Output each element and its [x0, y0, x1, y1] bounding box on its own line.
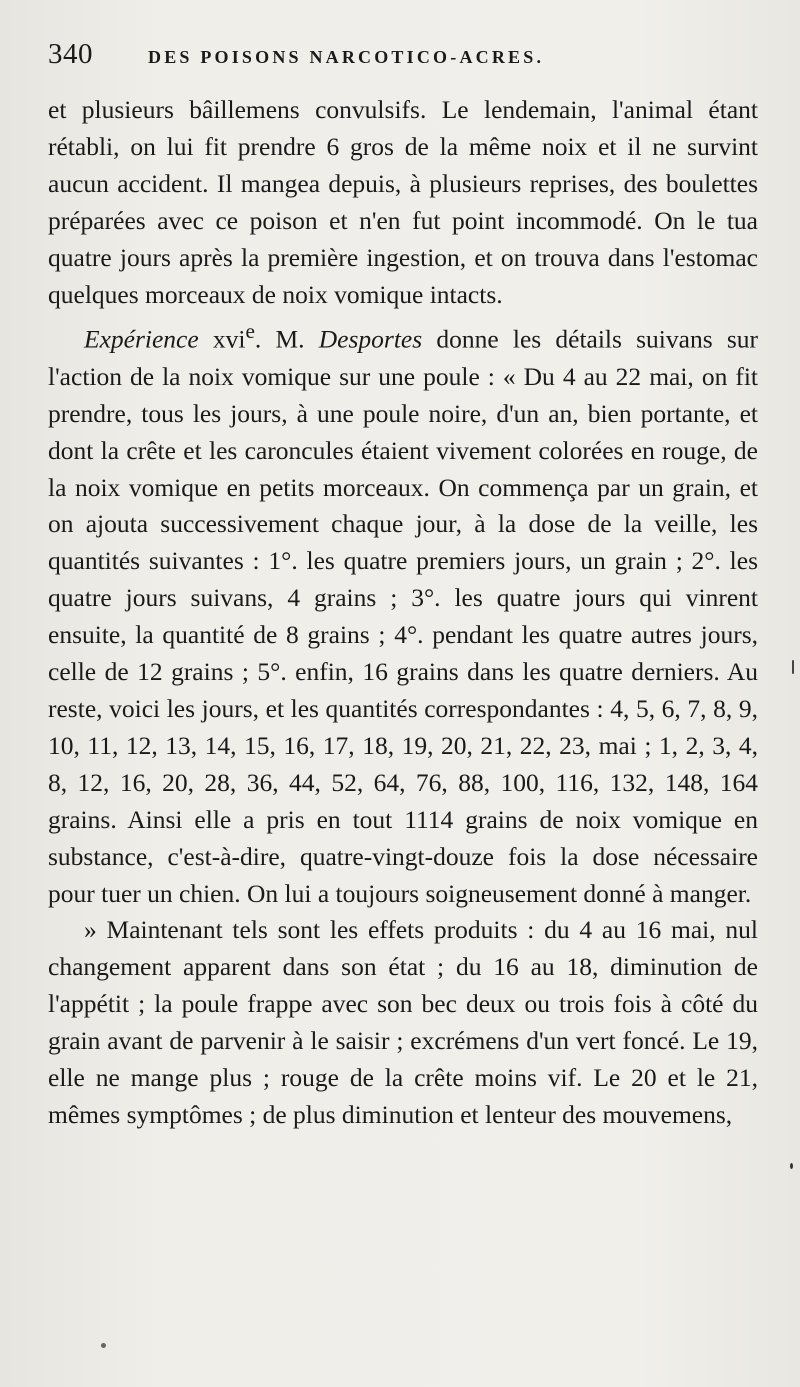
page-number: 340 — [48, 38, 93, 70]
ink-speck — [101, 1343, 106, 1348]
experience-number: xvi — [212, 324, 246, 354]
ink-speck — [790, 1163, 793, 1169]
paragraph-continuation: et plusieurs bâillemens convulsifs. Le lendemain, l'animal étant rétabli, on lui fit prendre 6 gros de la même noix et il ne survint aucun accident. Il mangea depuis, à plusieurs reprises, des boulettes préparées avec ce poison et n'en fut point incommodé. On le tua quatre jours après la première ingestion, et on trouva dans l'estomac quelques morceaux de noix vomique intacts. — [48, 95, 758, 309]
experience-number-suffix: e — [245, 319, 255, 344]
paragraph-experience — [48, 313, 758, 912]
body-text — [48, 92, 758, 1134]
author-name: Desportes — [318, 324, 423, 354]
author-prefix: . M. — [254, 324, 319, 354]
running-title: DES POISONS NARCOTICO-ACRES. — [148, 47, 545, 67]
running-head — [48, 38, 758, 90]
paragraph-effects: » Maintenant tels sont les effets produits : du 4 au 16 mai, nul changement apparent dans son état ; du 16 au 18, diminution de l'appétit ; la poule frappe avec son bec deux ou trois fois à côté du grain avant de parvenir à le saisir ; excrémens d'un vert foncé. Le 19, elle ne mange plus ; rouge de la crête moins vif. Le 20 et le 21, mêmes symptômes ; de plus diminution et lenteur des mouvemens, — [48, 915, 758, 1129]
ink-speck — [792, 660, 794, 674]
experience-label: Expérience — [84, 324, 199, 354]
experience-text: donne les détails suivans sur l'action de la noix vomique sur une poule : « Du 4 au 22 mai, on fit prendre, tous les jours, à une poule noire, d'un an, bien portante, et dont la crête et les caroncules étaient vivement colorées en rouge, de la noix vomique en petits morceaux. On commença par un grain, et on ajouta successivement chaque jour, à la dose de la veille, les quantités suivantes : 1°. les quatre premiers jours, un grain ; 2°. les quatre jours suivans, 4 grains ; 3°. les quatre jours qui vinrent ensuite, la quantité de 8 grains ; 4°. pendant les quatre autres jours, celle de 12 grains ; 5°. enfin, 16 grains dans les quatre derniers. Au reste, voici les jours, et les quantités correspondantes : 4, 5, 6, 7, 8, 9, 10, 11, 12, 13, 14, 15, 16, 17, 18, 19, 20, 21, 22, 23, mai ; 1, 2, 3, 4, 8, 12, 16, 20, 28, 36, 44, 52, 64, 76, 88, 100, 116, 132, 148, 164 grains. Ainsi elle a pris en tout 1114 grains de noix vomique en substance, c'est-à-dire, quatre-vingt-douze fois la dose nécessaire pour tuer un chien. On lui a toujours soigneusement donné à manger. — [48, 324, 758, 908]
